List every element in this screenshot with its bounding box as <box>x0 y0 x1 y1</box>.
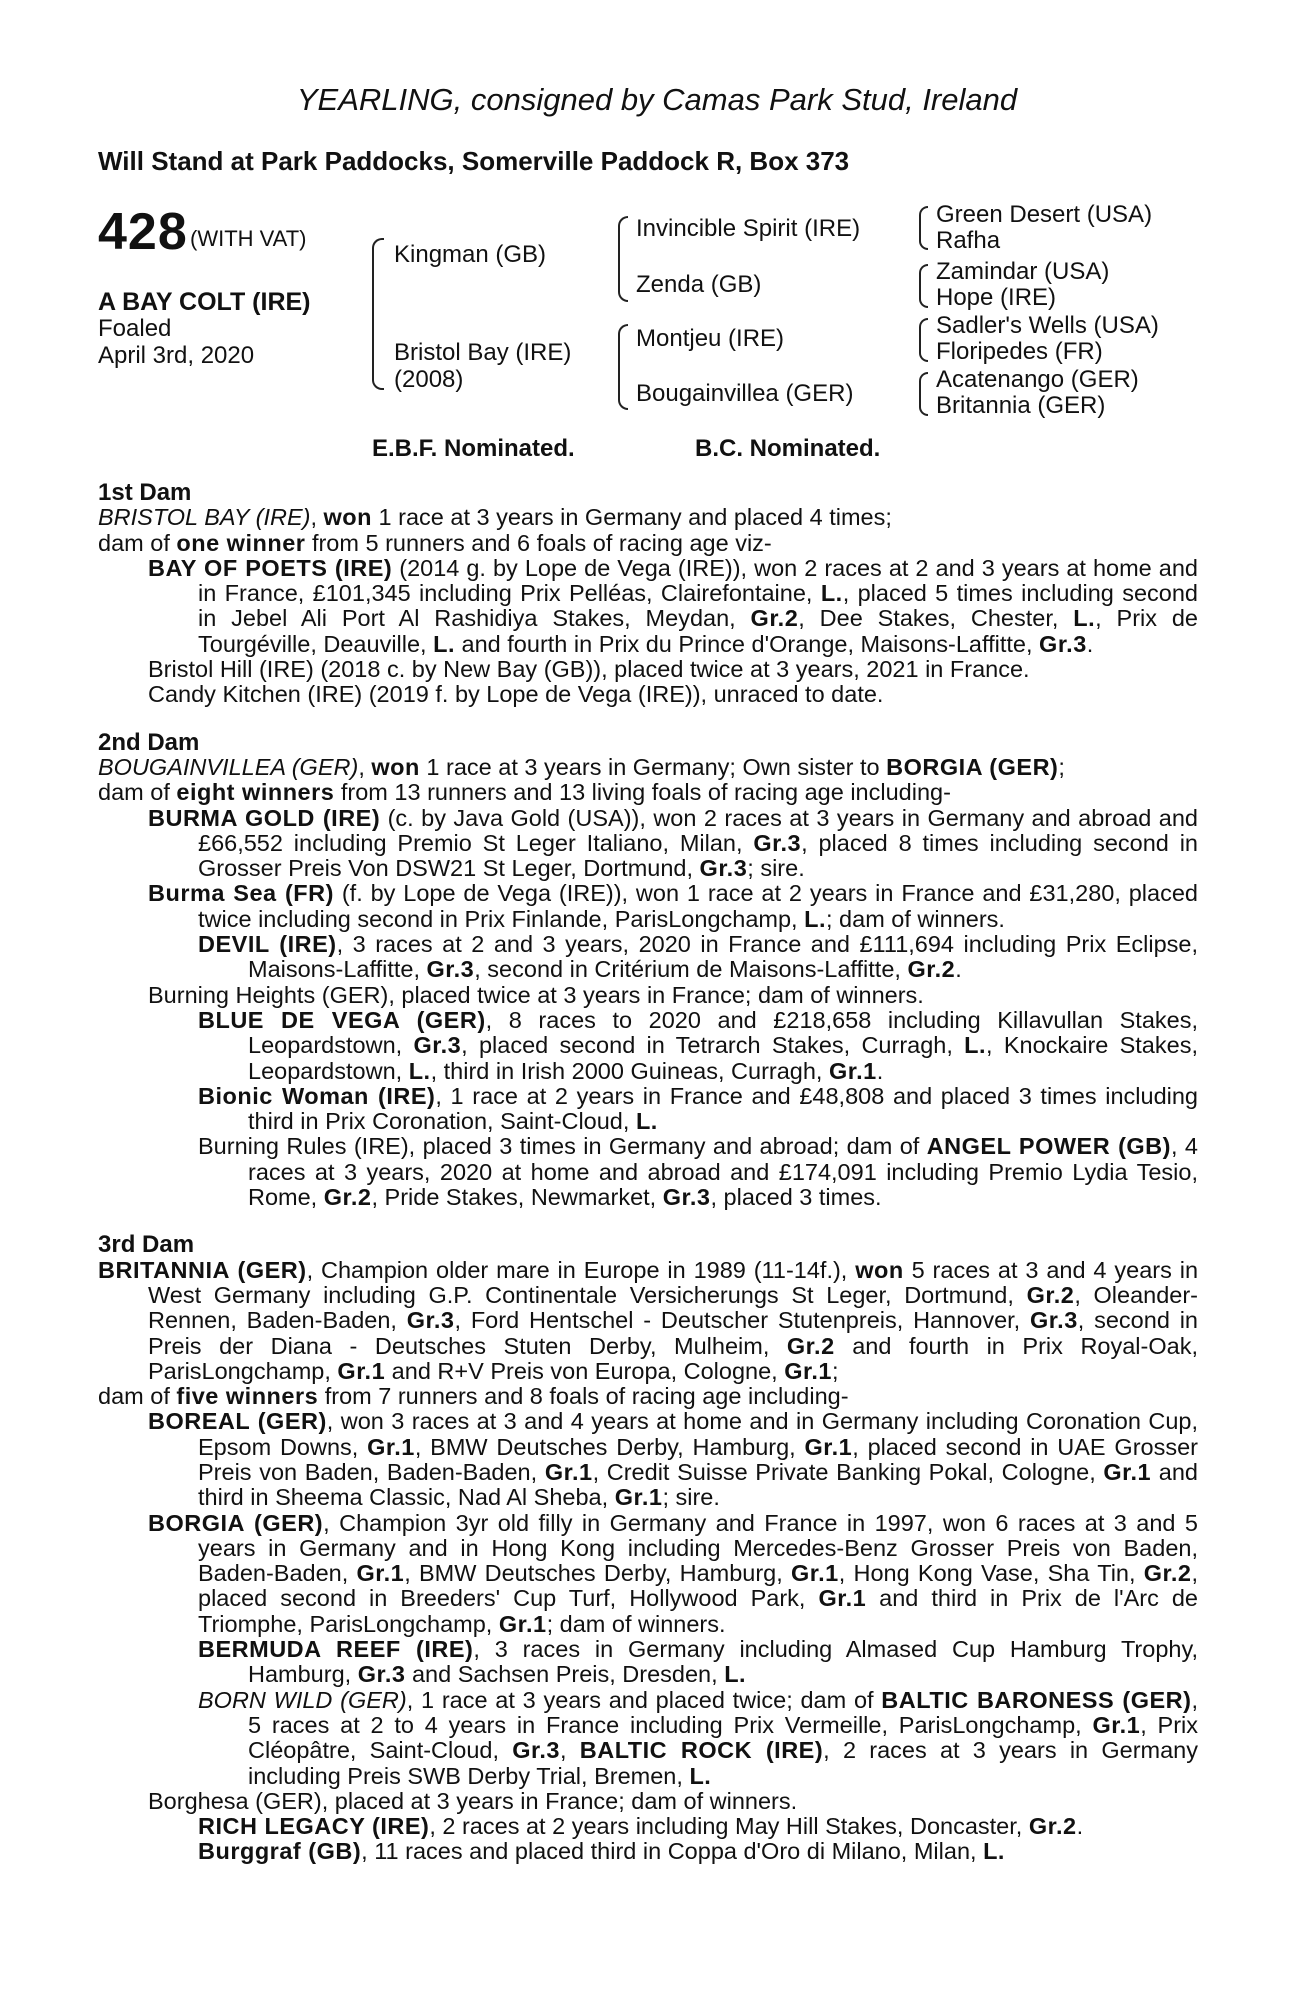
pedigree-g8: Britannia (GER) <box>936 392 1106 419</box>
produce-entry: Burma Sea (FR) (f. by Lope de Vega (IRE)), won 1 race at 2 years in France and £31,280, placed twice including second in Prix Finlande, ParisLongchamp, L.; dam of winners. <box>148 880 1198 932</box>
third-dam-produce-summary: dam of five winners from 7 runners and 8 foals of racing age including- <box>98 1383 849 1410</box>
pedigree-brace-g4 <box>919 372 928 416</box>
first-dam-heading: 1st Dam <box>98 479 192 506</box>
page-heading: YEARLING, consigned by Camas Park Stud, Ireland <box>296 82 1018 117</box>
lot-number: 428 <box>98 203 188 261</box>
first-dam-text: BRISTOL BAY (IRE), won 1 race at 3 years in Germany and placed 4 times; dam of one winner from 5 runners and 6 foals of racing age viz- <box>98 504 892 556</box>
produce-entry: BLUE DE VEGA (GER), 8 races to 2020 and £218,658 including Killavullan Stakes, Leopardstown, Gr.3, placed second in Tetrarch Stakes, Curragh, L., Knockaire Stakes, Leopardstown, L., third in Irish 2000 Guineas, Curragh, Gr.1. <box>198 1006 1198 1084</box>
produce-entry: Bristol Hill (IRE) (2018 c. by New Bay (GB)), placed twice at 3 years, 2021 in France. <box>148 656 1030 683</box>
produce-entry: BERMUDA REEF (IRE), 3 races in Germany including Almased Cup Hamburg Trophy, Hamburg, Gr.3 and Sachsen Preis, Dresden, L. <box>198 1636 1198 1688</box>
foaled-info <box>98 315 254 369</box>
pedigree-sire: Kingman (GB) <box>394 241 547 268</box>
vat-note: (WITH VAT) <box>190 226 307 251</box>
pedigree-dam-year: (2008) <box>394 366 464 393</box>
pedigree-brace-sire <box>618 216 628 302</box>
pedigree-sire-sire: Invincible Spirit (IRE) <box>636 215 861 242</box>
third-dam-heading: 3rd Dam <box>98 1231 195 1259</box>
produce-entry: BORGIA (GER), Champion 3yr old filly in Germany and France in 1997, won 6 races at 3 and 5 years in Germany and in Hong Kong including Mercedes-Benz Grosser Preis von Baden, Baden-Baden, Gr.1, BMW Deutsches Derby, Hamburg, Gr.1, Hong Kong Vase, Sha Tin, Gr.2, placed second in Breeders' Cup Turf, Hollywood Park, Gr.1 and third in Prix de l'Arc de Triomphe, ParisLongchamp, Gr.1; dam of winners. <box>148 1509 1199 1637</box>
produce-entry: Bionic Woman (IRE), 1 race at 2 years in France and £48,808 and placed 3 times including third in Prix Coronation, Saint-Cloud, L. <box>198 1082 1198 1135</box>
produce-entry: BORN WILD (GER), 1 race at 3 years and placed twice; dam of BALTIC BARONESS (GER), 5 races at 2 to 4 years in France including Prix Vermeille, ParisLongchamp, Gr.1, Prix Cléopâtre, Saint-Cloud, Gr.3, BALTIC ROCK (IRE), 2 races at 3 years in Germany including Preis SWB Derby Trial, Bremen, L. <box>198 1686 1199 1789</box>
pedigree-dam-sire: Montjeu (IRE) <box>636 325 785 352</box>
produce-entry: Burning Heights (GER), placed twice at 3 years in France; dam of winners. <box>148 981 924 1008</box>
second-dam-heading: 2nd Dam <box>98 728 200 756</box>
pedigree-brace-g2 <box>919 264 928 308</box>
stable-location: Will Stand at Park Paddocks, Somerville Paddock R, Box 373 <box>98 146 850 176</box>
foaled-label: Foaled <box>98 315 172 342</box>
pedigree-dam: Bristol Bay (IRE) <box>394 339 572 366</box>
third-dam-text: BRITANNIA (GER), Champion older mare in Europe in 1989 (11-14f.), won 5 races at 3 and 4 years in West Germany including G.P. Continentale Versicherungs St Leger, Dortmund, Gr.2, Oleander-Rennen, Baden-Baden, Gr.3, Ford Hentschel - Deutscher Stutenpreis, Hannover, Gr.3, second in Preis der Diana - Deutsches Stuten Derby, Mulheim, Gr.2 and fourth in Prix Royal-Oak, ParisLongchamp, Gr.1 and R+V Preis von Europa, Cologne, Gr.1; <box>98 1256 1199 1384</box>
produce-entry: BURMA GOLD (IRE) (c. by Java Gold (USA)), won 2 races at 3 years in Germany and abroad and £66,552 including Premio St Leger Italiano, Milan, Gr.3, placed 8 times including second in Grosser Preis Von DSW21 St Leger, Dortmund, Gr.3; sire. <box>148 804 1199 882</box>
pedigree-brace-dam <box>618 324 628 410</box>
lot-name: A BAY COLT (IRE) <box>98 288 311 316</box>
produce-entry: Candy Kitchen (IRE) (2019 f. by Lope de Vega (IRE)), unraced to date. <box>148 681 884 708</box>
pedigree-g7: Acatenango (GER) <box>936 366 1139 393</box>
produce-entry: Burggraf (GB), 11 races and placed third in Coppa d'Oro di Milano, Milan, L. <box>198 1838 1005 1865</box>
produce-entry: BAY OF POETS (IRE) (2014 g. by Lope de Vega (IRE)), won 2 races at 2 and 3 years at home and in France, £101,345 including Prix Pelléas, Clairefontaine, L., placed 5 times including second in Jebel Ali Port Al Rashidiya Stakes, Meydan, Gr.2, Dee Stakes, Chester, L., Prix de Tourgéville, Deauville, L. and fourth in Prix du Prince d'Orange, Maisons-Laffitte, Gr.3. <box>148 554 1198 657</box>
pedigree-g2: Rafha <box>936 227 1001 254</box>
ebf-nomination: E.B.F. Nominated. <box>372 435 575 462</box>
pedigree-g3: Zamindar (USA) <box>936 258 1110 285</box>
pedigree-brace-g3 <box>919 318 928 362</box>
pedigree-g4: Hope (IRE) <box>936 284 1057 311</box>
produce-entry: Burning Rules (IRE), placed 3 times in Germany and abroad; dam of ANGEL POWER (GB), 4 races at 3 years, 2020 at home and abroad and £174,091 including Premio Lydia Tesio, Rome, Gr.2, Pride Stakes, Newmarket, Gr.3, placed 3 times. <box>198 1133 1198 1211</box>
pedigree-brace-main <box>372 238 384 390</box>
pedigree-dam-dam: Bougainvillea (GER) <box>636 380 854 407</box>
second-dam-text: BOUGAINVILLEA (GER), won 1 race at 3 years in Germany; Own sister to BORGIA (GER); dam of eight winners from 13 runners and 13 living foals of racing age including- <box>98 753 1065 806</box>
produce-entry: BOREAL (GER), won 3 races at 3 and 4 years at home and in Germany including Coronation Cup, Epsom Downs, Gr.1, BMW Deutsches Derby, Hamburg, Gr.1, placed second in UAE Grosser Preis von Baden, Baden-Baden, Gr.1, Credit Suisse Private Banking Pokal, Cologne, Gr.1 and third in Sheema Classic, Nad Al Sheba, Gr.1; sire. <box>148 1408 1198 1511</box>
pedigree-g5: Sadler's Wells (USA) <box>936 312 1159 339</box>
pedigree-g6: Floripedes (FR) <box>936 338 1103 365</box>
produce-entry: RICH LEGACY (IRE), 2 races at 2 years including May Hill Stakes, Doncaster, Gr.2. <box>198 1813 1084 1840</box>
pedigree-g1: Green Desert (USA) <box>936 201 1153 228</box>
foaled-date: April 3rd, 2020 <box>98 342 255 369</box>
produce-entry: DEVIL (IRE), 3 races at 2 and 3 years, 2020 in France and £111,694 including Prix Eclipse, Maisons-Laffitte, Gr.3, second in Critérium de Maisons-Laffitte, Gr.2. <box>198 931 1198 983</box>
pedigree-sire-dam: Zenda (GB) <box>636 271 762 298</box>
produce-entry: Borghesa (GER), placed at 3 years in France; dam of winners. <box>148 1787 798 1814</box>
produce-record <box>98 480 1198 1865</box>
pedigree-brace-g1 <box>919 206 928 250</box>
bc-nomination: B.C. Nominated. <box>695 435 881 462</box>
